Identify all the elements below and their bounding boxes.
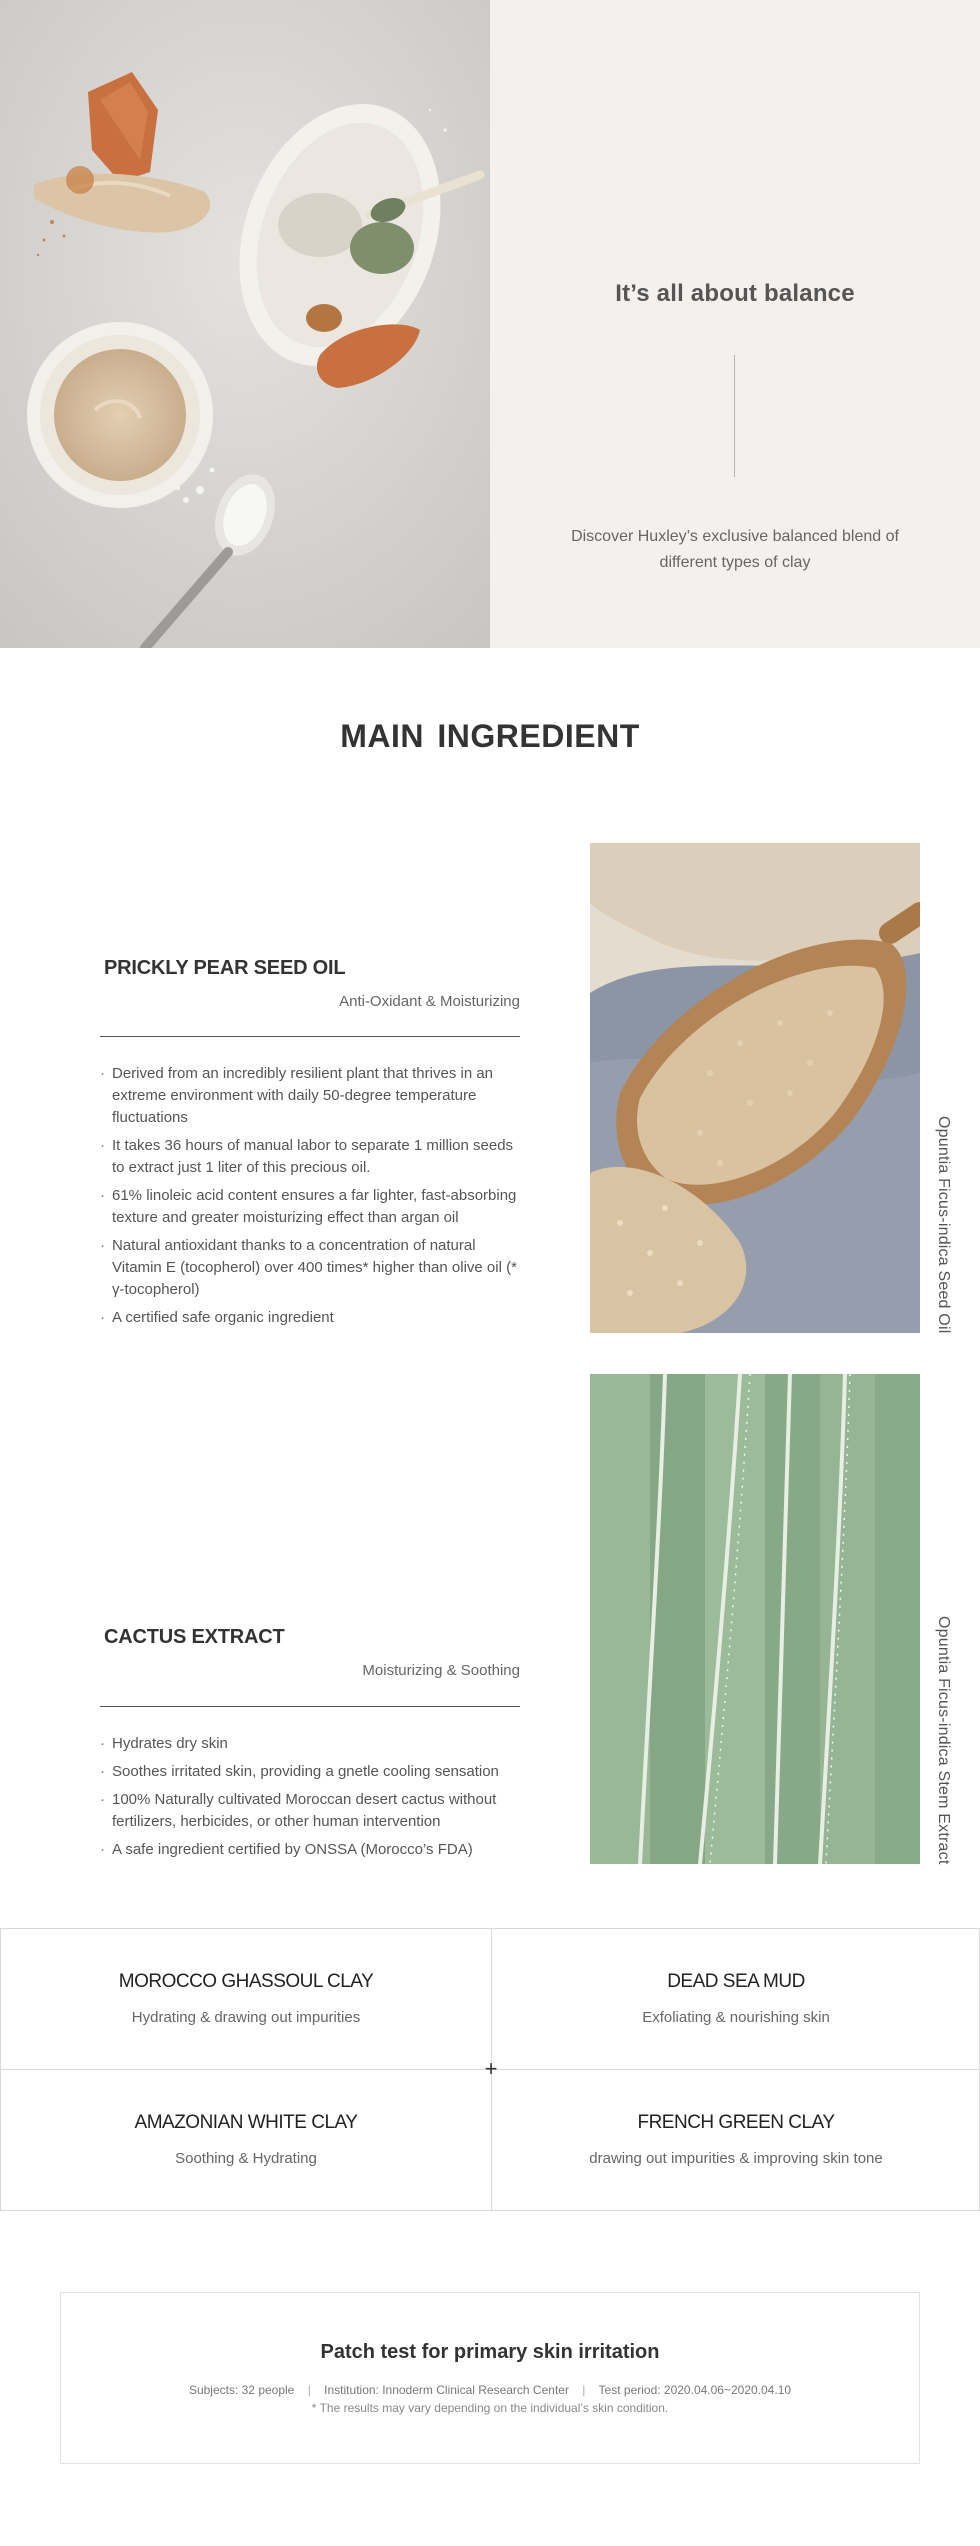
- ingredient-name: CACTUS EXTRACT: [104, 1626, 285, 1648]
- patch-test-institution: Institution: Innoderm Clinical Research Center: [324, 2383, 569, 2397]
- hero-heading: It’s all about balance: [615, 280, 855, 307]
- ingredient-image-label: Opuntia Ficus-indica Stem Extract: [935, 1615, 952, 1864]
- prickly-pear-seed-photo: [590, 843, 920, 1333]
- clay-name: DEAD SEA MUD: [667, 1971, 805, 1992]
- clay-description: Hydrating & drawing out impurities: [131, 2009, 361, 2026]
- ingredient-name: PRICKLY PEAR SEED OIL: [104, 957, 346, 979]
- clay-name: FRENCH GREEN CLAY: [637, 2112, 835, 2133]
- clay-bowls-illustration: [0, 0, 490, 648]
- clay-cell-dead-sea: [491, 1929, 980, 2070]
- list-item: · A certified safe organic ingredient: [100, 1307, 520, 1329]
- hero-description: Discover Huxley’s exclusive balanced blend of different types of clay: [571, 528, 899, 571]
- ingredient-divider: [100, 1706, 520, 1707]
- ingredient-subtitle: Anti-Oxidant & Moisturizing: [339, 993, 520, 1010]
- hero-divider-line: [734, 355, 735, 477]
- ingredient-subtitle: Moisturizing & Soothing: [362, 1662, 520, 1679]
- patch-test-title: Patch test for primary skin irritation: [320, 2341, 660, 2363]
- clay-cell-amazonian: [1, 2070, 491, 2211]
- list-item: · 100% Naturally cultivated Moroccan desert cactus without fertilizers, herbicides, or other human intervention: [100, 1789, 520, 1833]
- list-item: · Natural antioxidant thanks to a concentration of natural Vitamin E (tocopherol) over 400 times* higher than olive oil (* γ-tocopherol): [100, 1235, 520, 1301]
- patch-test-meta: [61, 2383, 919, 2397]
- plus-icon: +: [484, 2056, 498, 2081]
- seed-scoop-illustration: [590, 843, 920, 1333]
- list-item: · It takes 36 hours of manual labor to separate 1 million seeds to extract just 1 liter of this precious oil.: [100, 1135, 520, 1179]
- clay-name: MOROCCO GHASSOUL CLAY: [118, 1971, 374, 1992]
- list-item: · Derived from an incredibly resilient plant that thrives in an extreme environment with daily 50-degree temperature fluctuations: [100, 1063, 520, 1129]
- main-ingredient-title: MAIN INGREDIENT: [340, 718, 640, 754]
- clay-description: Soothing & Hydrating: [175, 2150, 317, 2167]
- list-item: · Soothes irritated skin, providing a gnetle cooling sensation: [100, 1761, 520, 1783]
- patch-test-subjects: Subjects: 32 people: [188, 2383, 295, 2397]
- meta-separator: |: [582, 2383, 586, 2397]
- patch-test-box: [60, 2292, 920, 2464]
- list-item: · 61% linoleic acid content ensures a far lighter, fast-absorbing texture and greater moisturizing effect than argan oil: [100, 1185, 520, 1229]
- ingredient-points: [100, 1733, 520, 1867]
- meta-separator: |: [307, 2383, 311, 2397]
- clay-cell-french-green: [491, 2070, 980, 2211]
- cactus-stem-photo: [590, 1374, 920, 1864]
- ingredient-image-label: Opuntia Ficus-indica Seed Oil: [935, 1115, 952, 1333]
- ingredient-points: [100, 1063, 520, 1335]
- hero-text-panel: [490, 0, 980, 648]
- list-item: · Hydrates dry skin: [100, 1733, 520, 1755]
- clay-cell-ghassoul: [1, 1929, 491, 2070]
- ingredient-divider: [100, 1036, 520, 1037]
- clay-description: Exfoliating & nourishing skin: [642, 2009, 830, 2026]
- list-item: · A safe ingredient certified by ONSSA (Morocco’s FDA): [100, 1839, 520, 1861]
- clay-name: AMAZONIAN WHITE CLAY: [134, 2112, 358, 2133]
- hero-section: [0, 0, 980, 648]
- clay-description: drawing out impurities & improving skin tone: [589, 2150, 883, 2167]
- hero-clay-photo: [0, 0, 490, 648]
- cactus-illustration: [590, 1374, 920, 1864]
- patch-test-note: * The results may vary depending on the individual’s skin condition.: [311, 2401, 669, 2415]
- patch-test-period: Test period: 2020.04.06~2020.04.10: [598, 2383, 792, 2397]
- clay-grid: [0, 1928, 980, 2211]
